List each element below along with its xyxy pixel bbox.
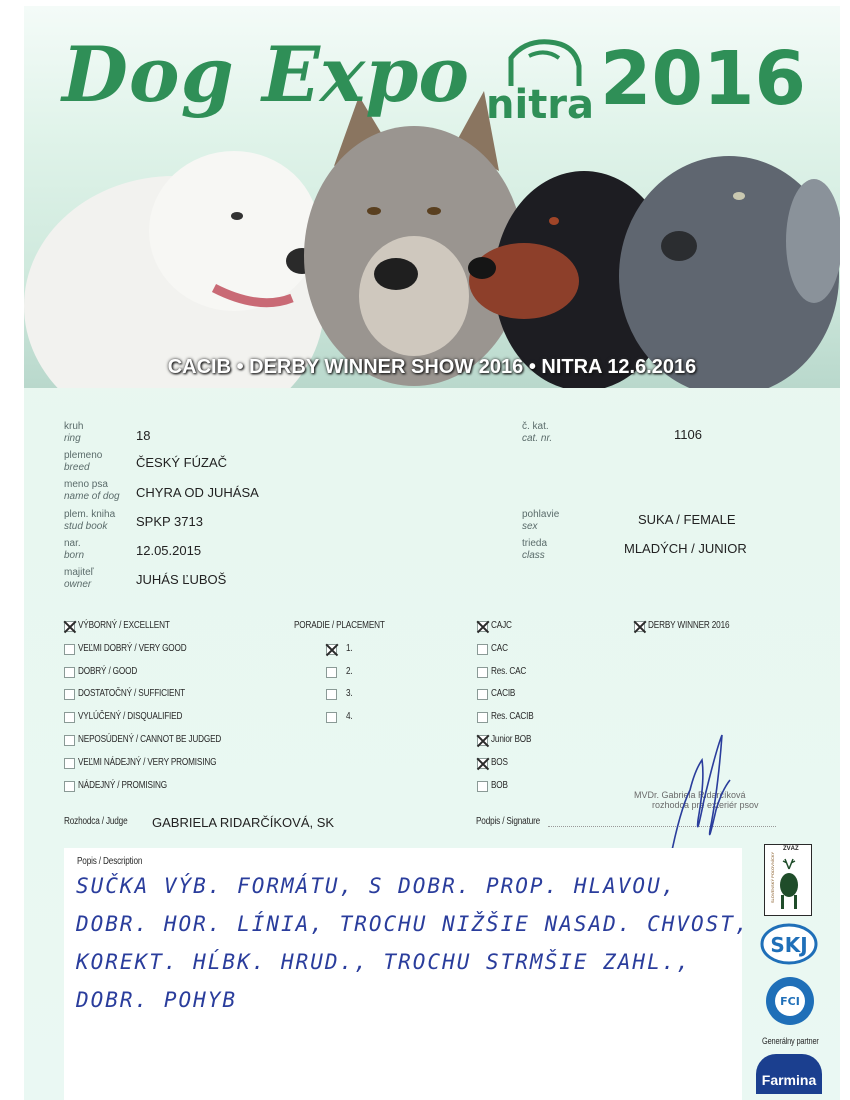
derby-label: DERBY WINNER 2016 <box>648 620 730 631</box>
breed-value: ČESKÝ FÚZAČ <box>136 455 228 470</box>
skj-logo-icon <box>760 922 818 966</box>
title-checkbox[interactable] <box>477 689 488 700</box>
description-line: KOREKT. HĹBK. HRUD., TROCHU STRMŠIE ZAHL., <box>76 950 692 974</box>
born-value: 12.05.2015 <box>136 543 202 558</box>
breed-label: plemeno breed <box>64 450 103 473</box>
sex-value: SUKA / FEMALE <box>638 512 736 527</box>
title-checkbox[interactable] <box>477 781 488 792</box>
title-checkbox[interactable] <box>477 621 488 632</box>
grade-checkbox[interactable] <box>64 644 75 655</box>
partner-label: Generálny partner <box>762 1036 819 1046</box>
title-checkbox[interactable] <box>477 758 488 769</box>
pointer-ear <box>786 179 840 303</box>
title-expo: Expo <box>262 30 470 119</box>
born-label: nar. born <box>64 538 85 561</box>
wolf-dog-nose <box>374 258 418 290</box>
ring-value: 18 <box>136 428 151 443</box>
hound-nose <box>468 257 496 279</box>
description-line: DOBR. HOR. LÍNIA, TROCHU NIŽŠIE NASAD. CHVOST, <box>76 912 750 936</box>
class-value: MLADÝCH / JUNIOR <box>624 541 747 556</box>
class-label: trieda class <box>522 538 548 561</box>
title-year: 2016 <box>600 36 806 122</box>
placement-label: 2. <box>346 666 353 677</box>
title-checkbox[interactable] <box>477 644 488 655</box>
svg-text:FCI: FCI <box>780 995 800 1008</box>
grade-label: DOBRÝ / GOOD <box>78 666 138 677</box>
description-line: DOBR. POHYB <box>76 988 238 1012</box>
grade-label: NÁDEJNÝ / PROMISING <box>78 780 167 791</box>
signature-stamp: MVDr. Gabriela Ridarčíková rozhodca pre exteriér psov <box>634 790 759 810</box>
judge-value: GABRIELA RIDARČÍKOVÁ, SK <box>152 815 335 830</box>
ring-label: kruh ring <box>64 421 84 444</box>
placement-checkbox[interactable] <box>326 689 337 700</box>
grade-label: NEPOSÚDENÝ / CANNOT BE JUDGED <box>78 734 222 745</box>
fci-logo-icon <box>764 975 816 1027</box>
judge-label: Rozhodca / Judge <box>64 816 128 827</box>
grade-checkbox[interactable] <box>64 735 75 746</box>
title-checkbox[interactable] <box>477 712 488 723</box>
sex-label: pohlavie sex <box>522 509 560 532</box>
wolf-dog-eye-left <box>367 207 381 215</box>
svg-text:SKJ: SKJ <box>770 933 808 957</box>
skj-logo <box>760 922 818 966</box>
placement-label: 4. <box>346 711 353 722</box>
description-label: Popis / Description <box>77 856 143 867</box>
title-label: Junior BOB <box>491 734 532 745</box>
title-label: CAC <box>491 643 508 654</box>
signature-scribble <box>660 730 750 865</box>
farmina-logo: Farmina <box>756 1054 822 1094</box>
grade-label: VÝBORNÝ / EXCELLENT <box>78 620 170 631</box>
grade-checkbox[interactable] <box>64 667 75 678</box>
placement-label: 3. <box>346 688 353 699</box>
derby-checkbox[interactable] <box>634 621 645 632</box>
owner-label: majiteľ owner <box>64 567 94 590</box>
grade-label: DOSTATOČNÝ / SUFFICIENT <box>78 688 185 699</box>
owner-value: JUHÁS ĽUBOŠ <box>136 572 227 587</box>
placement-checkbox[interactable] <box>326 644 337 655</box>
deer-icon <box>765 855 811 915</box>
white-dog-head <box>149 151 319 311</box>
title-nitra: nitra <box>486 82 595 128</box>
title-label: BOB <box>491 780 508 791</box>
grade-label: VEĽMI DOBRÝ / VERY GOOD <box>78 643 187 654</box>
title-label: CACIB <box>491 688 516 699</box>
grade-checkbox[interactable] <box>64 781 75 792</box>
white-dog-eye <box>231 212 243 220</box>
catalog-value: 1106 <box>674 427 702 442</box>
title-checkbox[interactable] <box>477 735 488 746</box>
description-line: SUČKA VÝB. FORMÁTU, S DOBR. PROP. HLAVOU, <box>76 874 677 898</box>
grade-label: VEĽMI NÁDEJNÝ / VERY PROMISING <box>78 757 217 768</box>
show-subtitle: CACIB • DERBY WINNER SHOW 2016 • NITRA 12.6.2016 <box>167 356 697 378</box>
hound-muzzle <box>469 243 579 319</box>
title-label: Res. CACIB <box>491 711 534 722</box>
grade-checkbox[interactable] <box>64 758 75 769</box>
studbook-label: plem. kniha stud book <box>64 509 116 532</box>
dog-name-value: CHYRA OD JUHÁSA <box>136 485 259 500</box>
signature-label: Podpis / Signature <box>476 816 541 827</box>
placement-checkbox[interactable] <box>326 712 337 723</box>
title-label: BOS <box>491 757 508 768</box>
studbook-value: SPKP 3713 <box>136 514 203 529</box>
name-label: meno psa name of dog <box>64 479 120 502</box>
grade-checkbox[interactable] <box>64 712 75 723</box>
fci-logo <box>764 975 816 1027</box>
hound-eye <box>549 217 559 225</box>
wolf-dog-muzzle <box>359 236 469 356</box>
title-label: CAJC <box>491 620 512 631</box>
title-label: Res. CAC <box>491 666 527 677</box>
pointer-nose <box>661 231 697 261</box>
placement-checkbox[interactable] <box>326 667 337 678</box>
catalog-label: č. kat. cat. nr. <box>522 421 553 444</box>
grade-checkbox[interactable] <box>64 621 75 632</box>
placement-heading: PORADIE / PLACEMENT <box>294 620 385 631</box>
hunting-union-logo: ZVÄZ SLOVENSKÝ POĽOVNÍCKY <box>764 844 812 916</box>
title-checkbox[interactable] <box>477 667 488 678</box>
wolf-dog-eye-right <box>427 207 441 215</box>
title-dog: Dog <box>62 30 235 119</box>
placement-label: 1. <box>346 643 353 654</box>
pointer-eye <box>733 192 745 200</box>
grade-checkbox[interactable] <box>64 689 75 700</box>
grade-label: VYLÚČENÝ / DISQUALIFIED <box>78 711 183 722</box>
